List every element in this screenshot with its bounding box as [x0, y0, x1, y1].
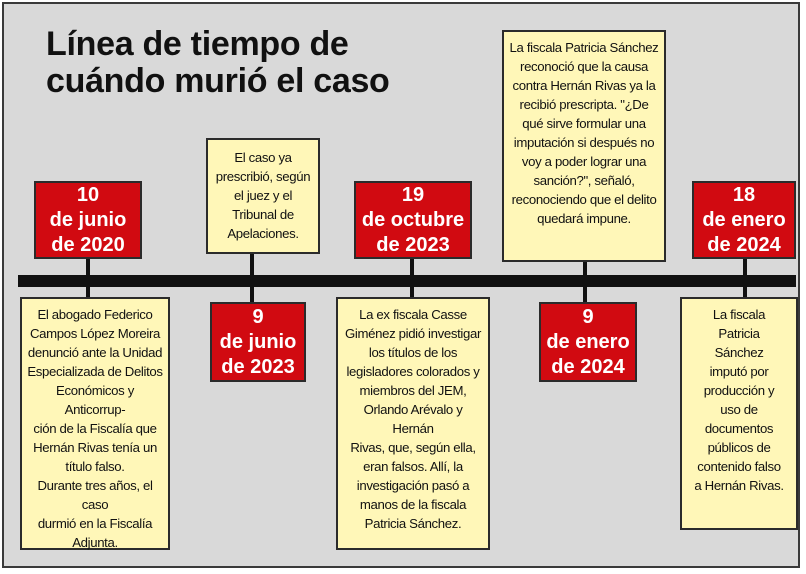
- event-note-2: El caso ya prescribió, según el juez y el Tribunal de Apelaciones.: [206, 138, 320, 254]
- date-1-month: de junio: [49, 208, 127, 231]
- date-3-year: de 2023: [376, 233, 450, 256]
- event-note-3: La ex fiscala Casse Giménez pidió investigar los títulos de los legisladores colorados y miembros del JEM, Orlando Arévalo y Hernán Rivas, que, según ella, eran falsos. Allí, la investigación pasó a manos de la fiscala Patricia Sánchez.: [336, 297, 490, 550]
- date-4-year: de 2024: [551, 355, 625, 378]
- date-5-month: de enero: [702, 208, 786, 231]
- date-box-1: [34, 181, 142, 259]
- date-3-day: 19: [401, 183, 425, 206]
- date-2-day: 9: [252, 305, 264, 328]
- timeline-title: [46, 26, 426, 100]
- event-note-5: La fiscala Patricia Sánchez imputó por producción y uso de documentos públicos de contenido falso a Hernán Rivas.: [680, 297, 798, 530]
- timeline-panel: [2, 2, 800, 568]
- event-note-4: La fiscala Patricia Sánchez reconoció que la causa contra Hernán Rivas ya la recibió prescripta. "¿De qué sirve formular una imputación si después no voy a poder lograr una sanción?", señaló, reconociendo que el delito quedará impune.: [502, 30, 666, 262]
- title-line-1: Línea de tiempo de: [46, 25, 349, 63]
- date-box-5: [692, 181, 796, 259]
- event-note-1: El abogado Federico Campos López Moreira denunció ante la Unidad Especializada de Delitos Económicos y Anticorrup- ción de la Fiscalía que Hernán Rivas tenía un título falso. Durante tres años, el caso durmió en la Fiscalía Adjunta.: [20, 297, 170, 550]
- date-5-year: de 2024: [707, 233, 781, 256]
- timeline-axis: [18, 275, 796, 287]
- date-4-day: 9: [582, 305, 594, 328]
- date-box-2: [210, 302, 306, 382]
- title-line-2: cuándo murió el caso: [46, 62, 390, 100]
- date-4-month: de enero: [546, 330, 630, 353]
- date-1-day: 10: [76, 183, 100, 206]
- date-box-4: [539, 302, 637, 382]
- date-2-month: de junio: [219, 330, 297, 353]
- date-box-3: [354, 181, 472, 259]
- date-3-month: de octubre: [361, 208, 465, 231]
- date-5-day: 18: [732, 183, 756, 206]
- date-1-year: de 2020: [51, 233, 125, 256]
- date-2-year: de 2023: [221, 355, 295, 378]
